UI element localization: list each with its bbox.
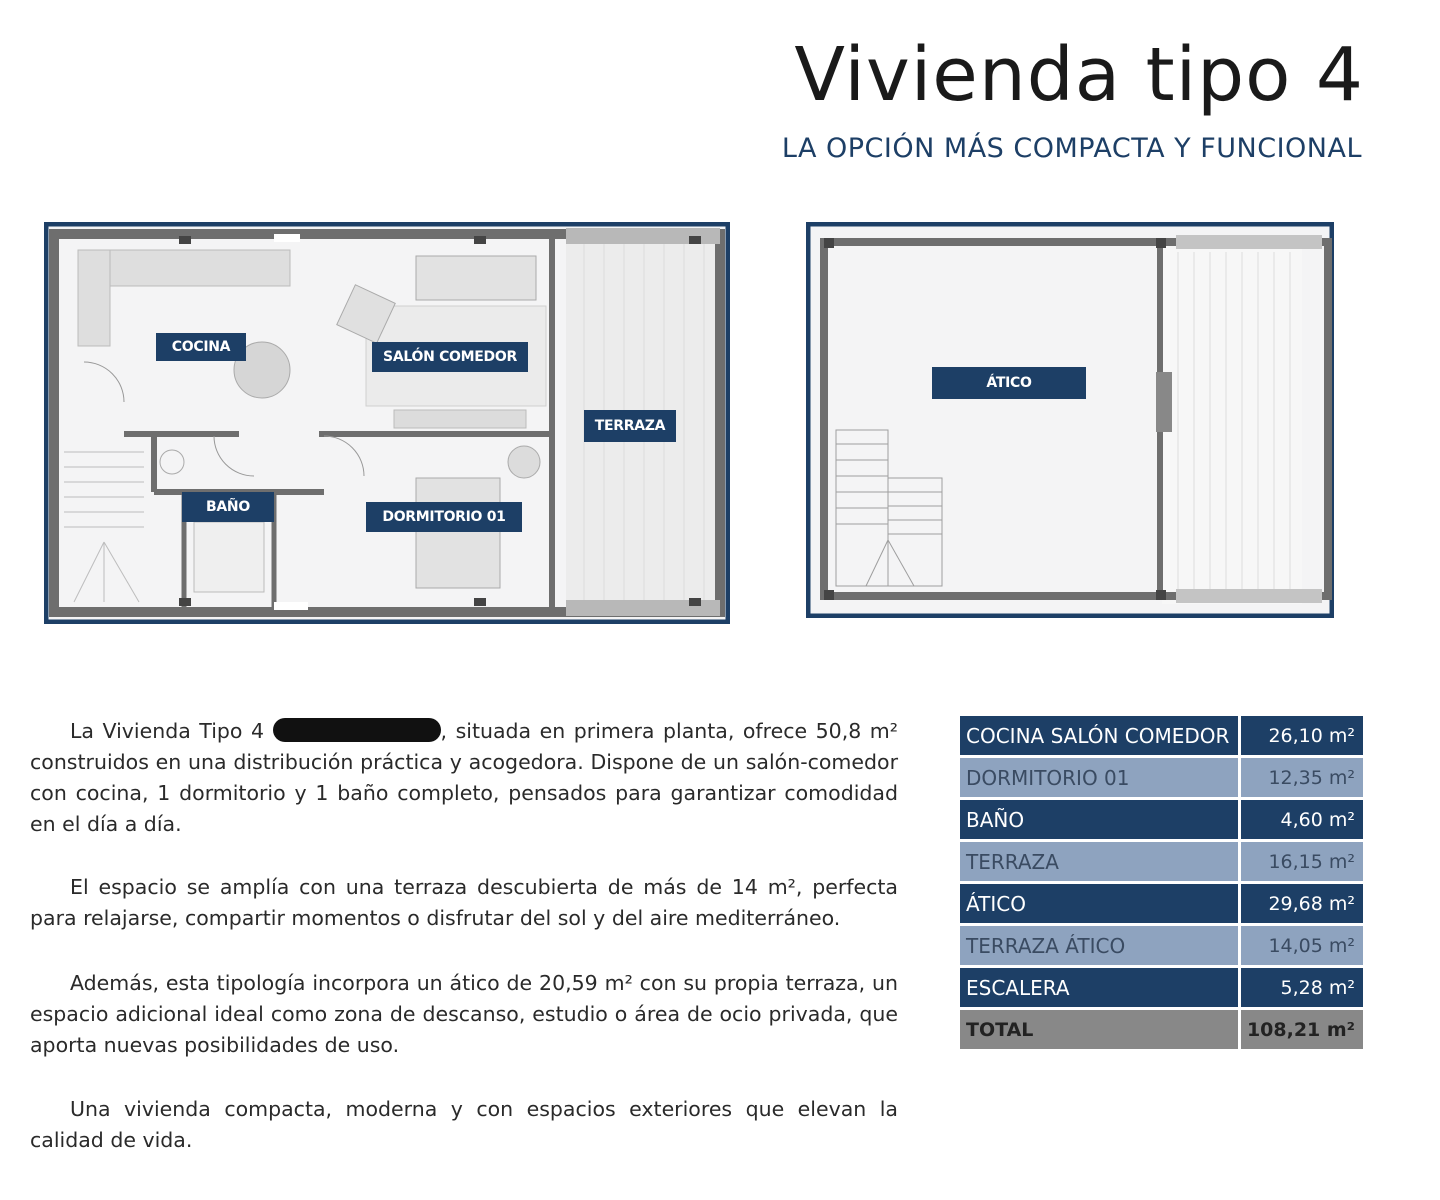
page-subtitle: LA OPCIÓN MÁS COMPACTA Y FUNCIONAL — [781, 133, 1362, 164]
area-value: 4,60 m² — [1238, 800, 1363, 842]
table-row — [960, 800, 1363, 842]
description-text-1b: , situada en primera planta, ofrece 50,8 m² construidos en una distribución práctica y acogedora. Dispone de un salón-comedor con cocina, 1 dormitorio y 1 baño completo, pensados para garantizar comodidad en el día a día. — [30, 719, 898, 836]
floor-plan-main — [44, 222, 730, 624]
total-value: 108,21 m² — [1238, 1010, 1363, 1052]
area-name: ÁTICO — [960, 884, 1238, 926]
area-value: 14,05 m² — [1238, 926, 1363, 968]
total-label: TOTAL — [960, 1010, 1238, 1052]
area-value: 12,35 m² — [1238, 758, 1363, 800]
surface-areas-table — [960, 716, 1363, 1052]
area-name: TERRAZA ÁTICO — [960, 926, 1238, 968]
page-title: Vivienda tipo 4 — [794, 32, 1364, 118]
room-label-terraza: TERRAZA — [584, 410, 676, 442]
room-label-dormitorio: DORMITORIO 01 — [366, 502, 522, 532]
description-paragraph-3 — [30, 968, 898, 1061]
description-text-2: El espacio se amplía con una terraza descubierta de más de 14 m², perfecta para relajarse, compartir momentos o disfrutar del sol y del aire mediterráneo. — [30, 875, 898, 930]
room-label-bano: BAÑO — [182, 492, 274, 522]
area-value: 26,10 m² — [1238, 716, 1363, 758]
table-row-total — [960, 1010, 1363, 1052]
area-value: 29,68 m² — [1238, 884, 1363, 926]
floor-plan-attic — [806, 222, 1334, 618]
description-paragraph-1 — [30, 716, 898, 840]
table-row — [960, 716, 1363, 758]
description-paragraph-4 — [30, 1094, 898, 1156]
area-name: ESCALERA — [960, 968, 1238, 1010]
area-name: TERRAZA — [960, 842, 1238, 884]
description-text-4: Una vivienda compacta, moderna y con espacios exteriores que elevan la calidad de vida. — [30, 1097, 898, 1152]
area-value: 5,28 m² — [1238, 968, 1363, 1010]
room-label-atico: ÁTICO — [932, 367, 1086, 399]
description-text-3: Además, esta tipología incorpora un ático de 20,59 m² con su propia terraza, un espacio adicional ideal como zona de descanso, estudio o área de ocio privada, que aporta nuevas posibilidades de uso. — [30, 971, 898, 1057]
area-name: DORMITORIO 01 — [960, 758, 1238, 800]
description-paragraph-2 — [30, 872, 898, 934]
floor-plan-attic-drawing — [806, 222, 1334, 618]
table-row — [960, 758, 1363, 800]
table-row — [960, 926, 1363, 968]
table-row — [960, 842, 1363, 884]
area-name: BAÑO — [960, 800, 1238, 842]
redaction-mark — [273, 718, 441, 742]
area-value: 16,15 m² — [1238, 842, 1363, 884]
description-text-1a: La Vivienda Tipo 4 — [70, 719, 273, 743]
room-label-salon-comedor: SALÓN COMEDOR — [372, 342, 528, 372]
room-label-cocina: COCINA — [156, 333, 246, 361]
table-row — [960, 968, 1363, 1010]
table-row — [960, 884, 1363, 926]
area-name: COCINA SALÓN COMEDOR — [960, 716, 1238, 758]
